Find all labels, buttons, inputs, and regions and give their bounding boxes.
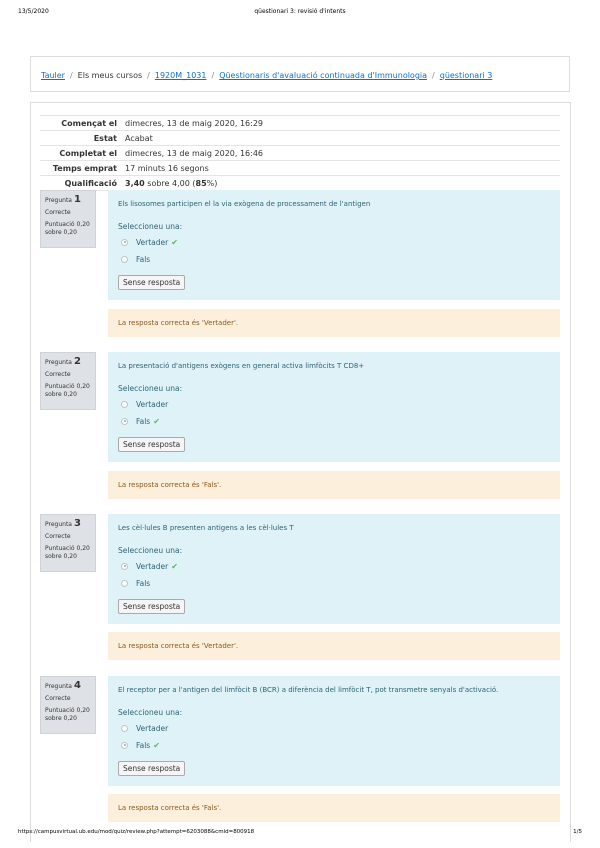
question-number: 1 [73,194,81,205]
answer-label: Fals [136,578,151,588]
breadcrumb-link-section[interactable]: Qüestionaris d'avaluació continuada d'Immunologia [219,71,428,80]
question-mark: Puntuació 0,20 [45,221,90,228]
answer-label: Vertader [136,237,169,247]
breadcrumb-separator: / [69,71,73,80]
summary-row [40,176,560,191]
grade-out-of: sobre 4,00 ( [144,178,196,188]
question-max-mark: sobre 0,20 [45,715,77,722]
attempt-summary-table [40,115,560,191]
grade-percent: 85 [195,178,207,188]
question-feedback-1: La resposta correcta és 'Vertader'. [108,309,560,337]
question-label: Pregunta [45,197,72,204]
answer-prompt: Seleccioneu una: [118,384,183,393]
radio-button[interactable] [121,580,128,587]
question-label: Pregunta [45,359,72,366]
summary-row [40,131,560,146]
question-text: Els lisosomes participen el la via exògena de processament de l'antigen [118,200,371,208]
answer-label: Fals [136,416,151,426]
question-mark: Puntuació 0,20 [45,545,90,552]
answer-option [118,398,550,410]
question-info-1 [40,190,96,248]
answer-option [118,722,550,734]
summary-row [40,116,560,131]
question-feedback-2: La resposta correcta és 'Fals'. [108,471,560,499]
summary-label: Temps emprat [40,161,123,176]
summary-value: dimecres, 13 de maig 2020, 16:29 [123,116,560,131]
question-mark: Puntuació 0,20 [45,383,90,390]
correct-check-icon: ✔ [153,416,160,426]
answer-option [118,253,550,265]
radio-button[interactable] [121,239,128,246]
grade-end: %) [206,178,218,188]
summary-value: Acabat [123,131,560,146]
answer-option [118,739,550,751]
summary-value: dimecres, 13 de maig 2020, 16:46 [123,146,560,161]
print-date: 13/5/2020 [18,8,49,15]
question-number: 2 [73,356,81,367]
question-formulation-2 [108,352,560,462]
breadcrumb-container [30,56,570,92]
breadcrumb-link-course[interactable]: 1920M_1031 [154,71,207,80]
summary-label: Començat el [40,116,123,131]
grade-score: 3,40 [125,178,145,188]
question-number: 3 [73,518,81,529]
answer-prompt: Seleccioneu una: [118,222,183,231]
clear-choice-button[interactable]: Sense resposta [118,599,185,614]
answer-label: Vertader [136,561,169,571]
question-state: Correcte [45,533,71,540]
summary-row [40,161,560,176]
answer-label: Fals [136,254,151,264]
question-mark: Puntuació 0,20 [45,707,90,714]
question-info-4 [40,676,96,734]
question-label: Pregunta [45,683,72,690]
clear-choice-button[interactable]: Sense resposta [118,761,185,776]
question-feedback-3: La resposta correcta és 'Vertader'. [108,632,560,660]
question-number: 4 [73,680,81,691]
question-info-3 [40,514,96,572]
summary-label: Completat el [40,146,123,161]
clear-choice-button[interactable]: Sense resposta [118,437,185,452]
breadcrumb-my-courses: Els meus cursos [77,71,143,80]
correct-check-icon: ✔ [153,740,160,750]
question-text: Les cèl·lules B presenten antigens a les cèl·lules T [118,524,294,532]
question-text: La presentació d'antigens exògens en general activa limfòcits T CD8+ [118,362,365,370]
radio-button[interactable] [121,401,128,408]
summary-row [40,146,560,161]
radio-button[interactable] [121,742,128,749]
question-max-mark: sobre 0,20 [45,229,77,236]
radio-button[interactable] [121,563,128,570]
answer-prompt: Seleccioneu una: [118,708,183,717]
question-state: Correcte [45,209,71,216]
answer-option [118,415,550,427]
print-title: qüestionari 3: revisió d'intents [254,8,346,15]
question-formulation-1 [108,190,560,300]
answer-option [118,577,550,589]
breadcrumb [41,71,492,80]
summary-label: Estat [40,131,123,146]
question-max-mark: sobre 0,20 [45,553,77,560]
summary-label: Qualificació [40,176,123,191]
answer-label: Vertader [136,399,169,409]
correct-check-icon: ✔ [171,237,178,247]
question-info-2 [40,352,96,410]
answer-prompt: Seleccioneu una: [118,546,183,555]
question-formulation-4 [108,676,560,786]
breadcrumb-link-quiz[interactable]: qüestionari 3 [439,71,493,80]
radio-button[interactable] [121,725,128,732]
correct-check-icon: ✔ [171,561,178,571]
answer-option [118,560,550,572]
breadcrumb-separator: / [211,71,215,80]
question-state: Correcte [45,371,71,378]
answer-label: Fals [136,740,151,750]
print-page-number: 1/5 [573,829,582,835]
question-label: Pregunta [45,521,72,528]
summary-value: 17 minuts 16 segons [123,161,560,176]
answer-label: Vertader [136,723,169,733]
radio-button[interactable] [121,418,128,425]
radio-button[interactable] [121,256,128,263]
print-url: https://campusvirtual.ub.edu/mod/quiz/review.php?attempt=6203088&cmid=800918 [18,829,255,835]
breadcrumb-separator: / [147,71,150,80]
question-feedback-4: La resposta correcta és 'Fals'. [108,794,560,822]
breadcrumb-link-dashboard[interactable]: Tauler [41,71,65,80]
clear-choice-button[interactable]: Sense resposta [118,275,185,290]
question-formulation-3 [108,514,560,624]
question-max-mark: sobre 0,20 [45,391,77,398]
question-state: Correcte [45,695,71,702]
breadcrumb-separator: / [432,71,435,80]
question-text: El receptor per a l'antigen del limfòcit B (BCR) a diferència del limfòcit T, pot transmetre senyals d'activació. [118,686,499,694]
answer-option [118,236,550,248]
summary-grade-value [123,176,560,191]
